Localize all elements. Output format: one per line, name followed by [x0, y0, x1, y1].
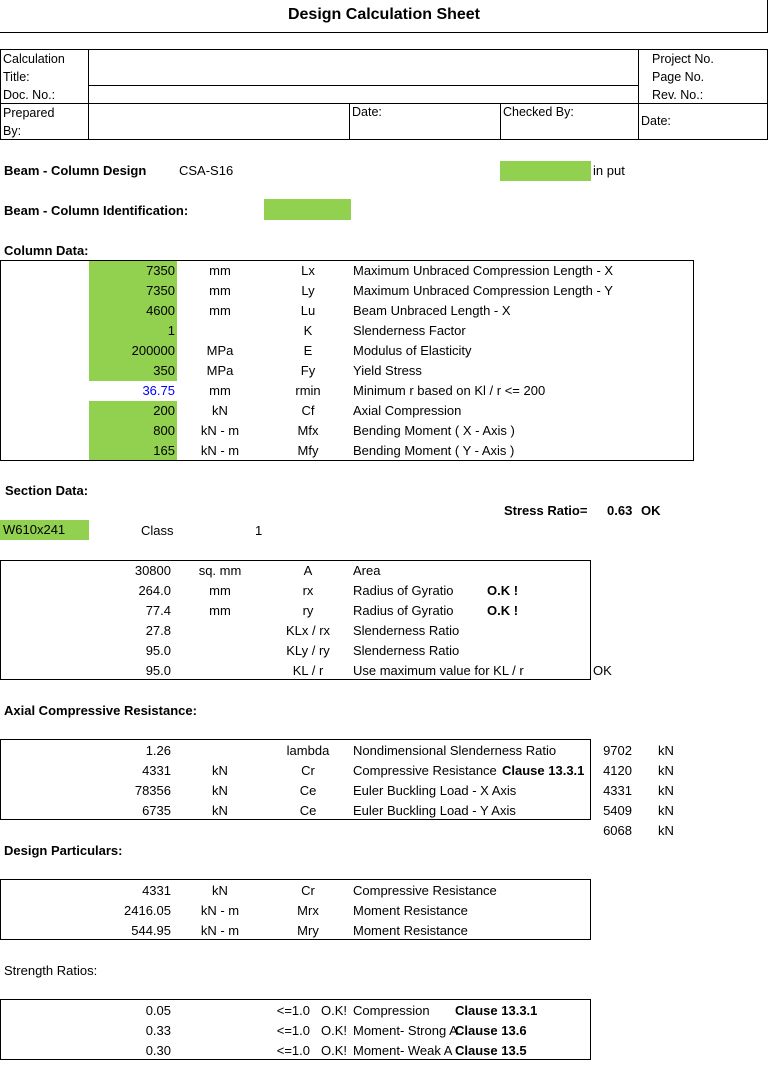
column-description: Bending Moment ( Y - Axis ) — [353, 443, 515, 458]
column-description: Slenderness Factor — [353, 323, 466, 338]
input-legend-swatch — [500, 161, 591, 181]
axial-value: 4331 — [142, 763, 171, 778]
class-label: Class — [141, 523, 174, 538]
calc-title-label-1: Calculation — [3, 52, 65, 66]
column-description: Yield Stress — [353, 363, 422, 378]
column-unit: mm — [209, 283, 231, 298]
column-symbol: Fy — [300, 363, 316, 378]
column-symbol: Lu — [300, 303, 316, 318]
column-description: Axial Compression — [353, 403, 462, 418]
axial-symbol: lambda — [286, 743, 330, 758]
axial-clause: Clause 13.3.1 — [502, 763, 585, 778]
axial-side-unit: kN — [658, 823, 674, 838]
particulars-unit: kN - m — [200, 903, 240, 918]
column-value: 165 — [153, 443, 175, 458]
column-unit: kN - m — [200, 423, 240, 438]
strength-status: O.K! — [321, 1043, 348, 1058]
strength-clause: Clause 13.3.1 — [455, 1003, 538, 1018]
section-ok-side: OK — [593, 663, 612, 678]
section-name: W610x241 — [3, 522, 66, 537]
axial-symbol: Ce — [299, 783, 317, 798]
class-value: 1 — [255, 523, 263, 538]
section-description: Radius of Gyratio — [353, 583, 454, 598]
column-description: Modulus of Elasticity — [353, 343, 472, 358]
column-value: 4600 — [146, 303, 175, 318]
axial-unit: kN — [212, 763, 228, 778]
column-description: Maximum Unbraced Compression Length - X — [353, 263, 614, 278]
column-symbol: rmin — [295, 383, 321, 398]
section-unit: mm — [209, 603, 231, 618]
strength-status: O.K! — [321, 1003, 348, 1018]
stress-ratio-status: OK — [641, 503, 661, 518]
axial-side-unit: kN — [658, 763, 674, 778]
stress-ratio-label: Stress Ratio= — [504, 503, 588, 518]
design-label: Beam - Column Design — [4, 163, 147, 178]
column-data-heading: Column Data: — [4, 243, 89, 258]
column-symbol: K — [303, 323, 313, 338]
date-label-2: Date: — [641, 114, 671, 128]
section-description: Slenderness Ratio — [353, 623, 460, 638]
particulars-symbol: Mrx — [297, 903, 319, 918]
prepared-by-label-1: Prepared — [3, 106, 55, 120]
section-description: Use maximum value for KL / r — [353, 663, 524, 678]
section-value: 95.0 — [145, 663, 171, 678]
strength-status: O.K! — [321, 1023, 348, 1038]
page-no-label: Page No. — [652, 70, 705, 84]
section-unit: sq. mm — [198, 563, 242, 578]
section-symbol: KLy / ry — [286, 643, 330, 658]
page-title: Design Calculation Sheet — [287, 6, 481, 23]
input-legend-label: in put — [593, 163, 625, 178]
section-unit: mm — [209, 583, 231, 598]
column-unit: kN - m — [200, 443, 240, 458]
axial-side-unit: kN — [658, 783, 674, 798]
particulars-symbol: Cr — [301, 883, 315, 898]
particulars-description: Moment Resistance — [353, 903, 468, 918]
section-description: Area — [353, 563, 381, 578]
column-value: 7350 — [146, 283, 175, 298]
section-description: Slenderness Ratio — [353, 643, 460, 658]
axial-side-unit: kN — [658, 803, 674, 818]
axial-description: Euler Buckling Load - Y Axis — [353, 803, 516, 818]
column-symbol: Lx — [301, 263, 315, 278]
strength-clause: Clause 13.5 — [455, 1043, 527, 1058]
axial-unit: kN — [212, 803, 228, 818]
column-value: 800 — [153, 423, 175, 438]
strength-limit: <=1.0 — [276, 1043, 310, 1058]
axial-side-value: 4331 — [603, 783, 632, 798]
column-value: 350 — [153, 363, 175, 378]
column-description: Minimum r based on Kl / r <= 200 — [353, 383, 546, 398]
particulars-value: 544.95 — [131, 923, 171, 938]
identification-input[interactable] — [264, 199, 351, 220]
column-symbol: Ly — [301, 283, 315, 298]
rev-no-label: Rev. No.: — [652, 88, 704, 102]
column-symbol: E — [303, 343, 313, 358]
section-value: 27.8 — [145, 623, 171, 638]
design-particulars-heading: Design Particulars: — [4, 843, 123, 858]
design-code: CSA-S16 — [179, 163, 234, 178]
section-description: Radius of Gyratio — [353, 603, 454, 618]
axial-unit: kN — [212, 783, 228, 798]
particulars-unit: kN — [212, 883, 228, 898]
section-symbol: ry — [302, 603, 314, 618]
column-symbol: Mfx — [297, 423, 319, 438]
column-value: 200 — [153, 403, 175, 418]
column-symbol: Cf — [301, 403, 315, 418]
axial-side-value: 6068 — [603, 823, 632, 838]
section-symbol: KLx / rx — [285, 623, 331, 638]
prepared-by-label-2: By: — [3, 124, 22, 138]
column-description: Maximum Unbraced Compression Length - Y — [353, 283, 613, 298]
axial-heading: Axial Compressive Resistance: — [4, 703, 197, 718]
identification-label: Beam - Column Identification: — [4, 203, 189, 218]
column-value: 200000 — [131, 343, 175, 358]
column-unit: kN — [212, 403, 228, 418]
strength-description: Moment- Strong A — [353, 1023, 458, 1038]
strength-description: Moment- Weak A — [353, 1043, 453, 1058]
particulars-value: 2416.05 — [124, 903, 171, 918]
strength-limit: <=1.0 — [276, 1023, 310, 1038]
section-symbol: A — [303, 563, 313, 578]
axial-side-value: 9702 — [603, 743, 632, 758]
column-symbol: Mfy — [297, 443, 319, 458]
project-no-label: Project No. — [652, 52, 714, 66]
column-value: 1 — [167, 323, 175, 338]
axial-value: 6735 — [142, 803, 171, 818]
section-value: 95.0 — [145, 643, 171, 658]
section-note: O.K ! — [487, 603, 519, 618]
axial-symbol: Cr — [301, 763, 315, 778]
column-unit: mm — [209, 263, 231, 278]
axial-value: 78356 — [134, 783, 171, 798]
particulars-symbol: Mry — [297, 923, 319, 938]
column-description: Beam Unbraced Length - X — [353, 303, 511, 318]
particulars-description: Compressive Resistance — [353, 883, 497, 898]
axial-side-unit: kN — [658, 743, 674, 758]
axial-value: 1.26 — [145, 743, 171, 758]
checked-by-label: Checked By: — [503, 105, 574, 119]
section-symbol: rx — [302, 583, 314, 598]
particulars-description: Moment Resistance — [353, 923, 468, 938]
strength-value: 0.30 — [145, 1043, 171, 1058]
doc-no-label: Doc. No.: — [3, 88, 56, 102]
column-unit: MPa — [206, 363, 234, 378]
axial-description: Euler Buckling Load - X Axis — [353, 783, 517, 798]
strength-limit: <=1.0 — [276, 1003, 310, 1018]
section-value: 30800 — [134, 563, 171, 578]
axial-description: Compressive Resistance — [353, 763, 497, 778]
particulars-value: 4331 — [142, 883, 171, 898]
column-unit: MPa — [206, 343, 234, 358]
section-value: 264.0 — [138, 583, 171, 598]
column-value: 36.75 — [142, 383, 175, 398]
strength-description: Compression — [353, 1003, 430, 1018]
stress-ratio-value: 0.63 — [607, 503, 633, 518]
strength-heading: Strength Ratios: — [4, 963, 98, 978]
calc-title-label-2: Title: — [3, 70, 30, 84]
axial-side-value: 5409 — [603, 803, 632, 818]
strength-value: 0.05 — [145, 1003, 171, 1018]
axial-symbol: Ce — [299, 803, 317, 818]
section-value: 77.4 — [145, 603, 171, 618]
axial-description: Nondimensional Slenderness Ratio — [353, 743, 557, 758]
date-label: Date: — [352, 105, 382, 119]
section-note: O.K ! — [487, 583, 519, 598]
section-data-heading: Section Data: — [5, 483, 89, 498]
column-value: 7350 — [146, 263, 175, 278]
section-symbol: KL / r — [292, 663, 324, 678]
strength-value: 0.33 — [145, 1023, 171, 1038]
axial-side-value: 4120 — [603, 763, 632, 778]
strength-clause: Clause 13.6 — [455, 1023, 527, 1038]
column-unit: mm — [209, 383, 231, 398]
column-description: Bending Moment ( X - Axis ) — [353, 423, 515, 438]
column-unit: mm — [209, 303, 231, 318]
particulars-unit: kN - m — [200, 923, 240, 938]
